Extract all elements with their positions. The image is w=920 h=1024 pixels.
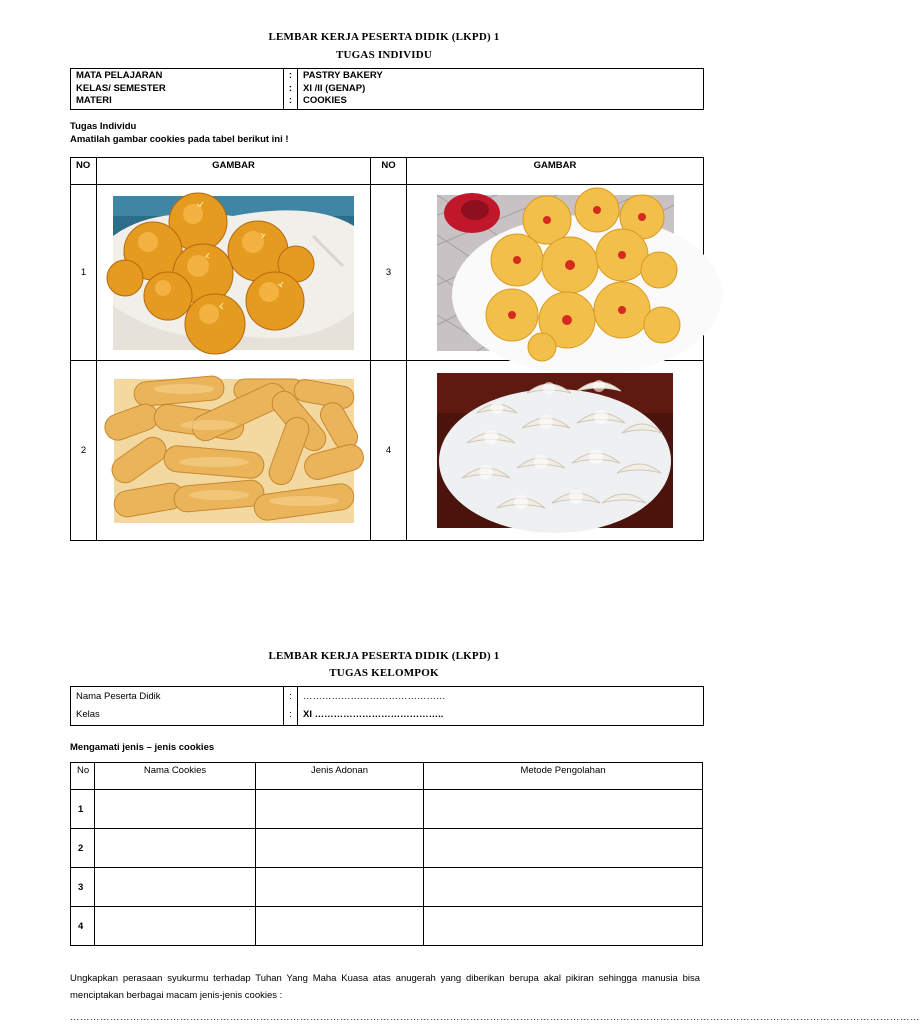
header-cookie-name: Nama Cookies	[95, 763, 256, 790]
task-instruction: Amatilah gambar cookies pada tabel berikut ini !	[70, 134, 289, 145]
info-value: XI /II (GENAP)	[298, 83, 704, 96]
row-number: 4	[371, 361, 407, 541]
info-row-subject	[71, 69, 704, 83]
header-dough-type: Jenis Adonan	[256, 763, 424, 790]
dough-type-cell[interactable]	[256, 829, 424, 868]
observe-heading: Mengamati jenis – jenis cookies	[70, 742, 215, 753]
row-number: 2	[71, 829, 95, 868]
info-row-class	[71, 706, 704, 726]
observation-row	[71, 907, 703, 946]
header-image: GAMBAR	[97, 158, 371, 185]
info-colon: :	[284, 83, 298, 96]
task-heading: Tugas Individu	[70, 121, 137, 132]
info-label: MATERI	[71, 95, 284, 109]
row-number: 3	[371, 185, 407, 361]
processing-method-cell[interactable]	[424, 868, 703, 907]
lkpd-subtitle-group: TUGAS KELOMPOK	[329, 667, 439, 679]
lkpd-title-group: LEMBAR KERJA PESERTA DIDIK (LKPD) 1	[268, 650, 500, 662]
info-row-student-name	[71, 687, 704, 706]
info-label: KELAS/ SEMESTER	[71, 83, 284, 96]
image-cell	[407, 361, 704, 541]
row-number: 2	[71, 361, 97, 541]
lkpd-title-individual: LEMBAR KERJA PESERTA DIDIK (LKPD) 1	[268, 31, 500, 43]
observation-row	[71, 868, 703, 907]
image-cell	[407, 185, 704, 361]
dough-type-cell[interactable]	[256, 907, 424, 946]
row-number: 1	[71, 185, 97, 361]
cookies-observation-table	[70, 762, 703, 946]
row-number: 1	[71, 790, 95, 829]
row-number: 4	[71, 907, 95, 946]
image-row	[71, 361, 704, 541]
header-no: No	[71, 763, 95, 790]
info-colon: :	[284, 95, 298, 109]
nastar-cookies-image	[113, 196, 354, 350]
image-row	[71, 185, 704, 361]
cookie-name-cell[interactable]	[95, 790, 256, 829]
row-number: 3	[71, 868, 95, 907]
lidah-kucing-cookies-image	[114, 379, 354, 523]
info-colon: :	[284, 706, 298, 726]
image-table-header	[71, 158, 704, 185]
butter-flower-cookies-image	[437, 195, 674, 351]
header-no: NO	[371, 158, 407, 185]
reflection-paragraph-line1: Ungkapkan perasaan syukurmu terhadap Tuhan Yang Maha Kuasa atas anugerah yang diberikan berupa akal pikiran sehingga manusia bisa	[70, 973, 700, 984]
processing-method-cell[interactable]	[424, 790, 703, 829]
observation-table-header	[71, 763, 703, 790]
dough-type-cell[interactable]	[256, 790, 424, 829]
subject-info-table	[70, 68, 704, 110]
class-field[interactable]: XI …………………………………..	[298, 706, 704, 726]
info-row-material	[71, 95, 704, 109]
student-info-table	[70, 686, 704, 726]
observation-row	[71, 829, 703, 868]
header-no: NO	[71, 158, 97, 185]
image-cell	[97, 361, 371, 541]
header-processing-method: Metode Pengolahan	[424, 763, 703, 790]
info-label: Kelas	[71, 706, 284, 726]
cookie-name-cell[interactable]	[95, 907, 256, 946]
header-image: GAMBAR	[407, 158, 704, 185]
info-row-class	[71, 83, 704, 96]
student-name-field[interactable]: ………………………………………	[298, 687, 704, 706]
info-colon: :	[284, 687, 298, 706]
info-label: MATA PELAJARAN	[71, 69, 284, 83]
observation-row	[71, 790, 703, 829]
putri-salju-cookies-image	[437, 373, 673, 528]
cookie-name-cell[interactable]	[95, 829, 256, 868]
lkpd-subtitle-individual: TUGAS INDIVIDU	[335, 49, 432, 61]
processing-method-cell[interactable]	[424, 829, 703, 868]
info-colon: :	[284, 69, 298, 83]
cookie-name-cell[interactable]	[95, 868, 256, 907]
answer-line[interactable]: …………………………………………………………………………………………………………………………………………………………………………………………………………………………………	[70, 1012, 920, 1023]
image-cell	[97, 185, 371, 361]
cookies-image-table	[70, 157, 704, 541]
info-value: PASTRY BAKERY	[298, 69, 704, 83]
dough-type-cell[interactable]	[256, 868, 424, 907]
processing-method-cell[interactable]	[424, 907, 703, 946]
info-value: COOKIES	[298, 95, 704, 109]
info-label: Nama Peserta Didik	[71, 687, 284, 706]
reflection-paragraph-line2: menciptakan berbagai macam jenis-jenis cookies :	[70, 990, 283, 1001]
